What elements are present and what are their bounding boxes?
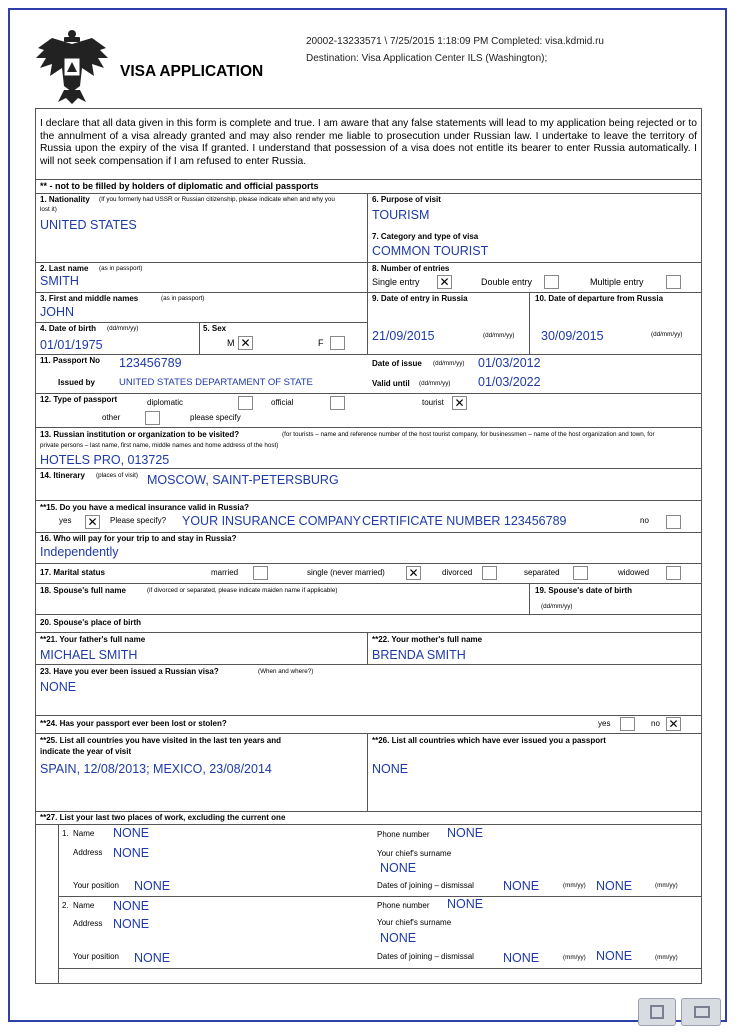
job-from-format: (mm/yy) [563, 954, 586, 961]
widowed-label: widowed [618, 568, 650, 577]
sex-m-label: M [227, 338, 235, 348]
sex-f-label: F [318, 338, 324, 348]
insurance-no-label: no [640, 516, 649, 525]
lost-no-label: no [651, 719, 660, 728]
sex-f-checkbox[interactable] [330, 336, 345, 350]
multiple-entry-label: Multiple entry [590, 277, 644, 287]
countries-label-2: indicate the year of visit [40, 747, 132, 756]
prev-visa-hint: (When and where?) [258, 668, 314, 675]
lost-no-checkbox[interactable]: ✕ [666, 717, 681, 731]
job-from-field[interactable]: NONE [503, 951, 540, 965]
lost-yes-label: yes [598, 719, 611, 728]
job-phone-label: Phone number [377, 830, 430, 839]
dob-field[interactable]: 01/01/1975 [40, 338, 103, 352]
single-entry-checkbox[interactable]: ✕ [437, 275, 452, 289]
entry-date-field[interactable]: 21/09/2015 [372, 329, 435, 343]
first-name-label: 3. First and middle names [40, 294, 139, 303]
job-address-label: Address [73, 848, 103, 857]
double-entry-checkbox[interactable] [544, 275, 559, 289]
issuing-label: **26. List all countries which have ever issued you a passport [372, 736, 606, 745]
job-name-label: Name [73, 829, 95, 838]
diplomatic-label: diplomatic [147, 398, 184, 407]
tourist-label: tourist [422, 398, 444, 407]
multiple-entry-checkbox[interactable] [666, 275, 681, 289]
issue-date-field[interactable]: 01/03/2012 [478, 356, 541, 370]
institution-label: 13. Russian institution or organization to be visited? [40, 430, 240, 439]
sex-m-checkbox[interactable]: ✕ [238, 336, 253, 350]
job-phone-label: Phone number [377, 901, 430, 910]
lost-yes-checkbox[interactable] [620, 717, 635, 731]
diplomatic-checkbox[interactable] [238, 396, 253, 410]
insurance-label: **15. Do you have a medical insurance valid in Russia? [40, 503, 249, 512]
job-number: 2. [62, 901, 69, 910]
category-field[interactable]: COMMON TOURIST [372, 244, 489, 258]
passport-type-label: 12. Type of passport [40, 395, 118, 404]
job-name-label: Name [73, 901, 95, 910]
declaration-text: I declare that all data given in this form is complete and true. I am aware that any false statements will lead to my application being rejected or to the annulment of a visa already granted and may also render me liable to prosecution under Russian law. I undertake to leave the territory of Russia upon the expiry of the visa If granted. I understand that possession of a visa does not entitle its bearer to enter Russia automatically. I will not seek compensation if I am refused to enter Russia. [40, 118, 697, 167]
spouse-dob-hint: (dd/mm/yy) [541, 603, 573, 610]
nationality-hint: (If you formerly had USSR or Russian citizenship, please indicate when and why you [99, 196, 335, 203]
insurance-certificate-field[interactable]: CERTIFICATE NUMBER 123456789 [362, 514, 567, 528]
father-field[interactable]: MICHAEL SMITH [40, 648, 138, 662]
issued-by-field[interactable]: UNITED STATES DEPARTAMENT OF STATE [119, 377, 313, 388]
official-label: official [271, 398, 294, 407]
job-chief-field[interactable]: NONE [380, 861, 417, 875]
please-specify-label: please specify [190, 413, 241, 422]
marital-label: 17. Marital status [40, 568, 105, 577]
job-chief-field[interactable]: NONE [380, 931, 417, 945]
married-checkbox[interactable] [253, 566, 268, 580]
spouse-name-label: 18. Spouse's full name [40, 586, 126, 595]
job-name-field[interactable]: NONE [113, 826, 150, 840]
job-phone-field[interactable]: NONE [447, 826, 484, 840]
job-name-field[interactable]: NONE [113, 899, 150, 913]
passport-no-label: 11. Passport No [40, 356, 101, 365]
job-to-field[interactable]: NONE [596, 879, 633, 893]
itinerary-label: 14. Itinerary [40, 471, 85, 480]
job-address-field[interactable]: NONE [113, 917, 150, 931]
insurance-no-checkbox[interactable] [666, 515, 681, 529]
category-label: 7. Category and type of visa [372, 232, 479, 241]
job-address-label: Address [73, 919, 103, 928]
spouse-dob-label: 19. Spouse's date of birth [535, 586, 633, 595]
institution-hint: (for tourists – name and reference number of the host tourist company, for businessmen – name of the host organization and town, for [282, 431, 655, 438]
last-name-label: 2. Last name [40, 264, 89, 273]
dob-hint: (dd/mm/yy) [107, 325, 139, 332]
diplomatic-note: ** - not to be filled by holders of diplomatic and official passports [40, 181, 319, 191]
work-label: **27. List your last two places of work, excluding the current one [40, 813, 286, 822]
other-label: other [102, 413, 121, 422]
prev-visa-label: 23. Have you ever been issued a Russian visa? [40, 667, 219, 676]
expand-icon [694, 1006, 710, 1018]
official-checkbox[interactable] [330, 396, 345, 410]
divorced-checkbox[interactable] [482, 566, 497, 580]
dob-label: 4. Date of birth [40, 324, 97, 333]
lost-passport-label: **24. Has your passport ever been lost or stolen? [40, 719, 227, 728]
zoom-fit-button[interactable] [638, 998, 676, 1026]
fit-page-icon [650, 1005, 664, 1019]
married-label: married [211, 568, 239, 577]
fullscreen-button[interactable] [681, 998, 721, 1026]
mother-field[interactable]: BRENDA SMITH [372, 648, 466, 662]
purpose-field[interactable]: TOURISM [372, 208, 430, 222]
separated-label: separated [524, 568, 560, 577]
job-from-field[interactable]: NONE [503, 879, 540, 893]
job-number: 1. [62, 829, 69, 838]
job-to-field[interactable]: NONE [596, 949, 633, 963]
single-entry-label: Single entry [372, 277, 420, 287]
spouse-pob-label: 20. Spouse's place of birth [40, 618, 142, 627]
valid-until-hint: (dd/mm/yy) [419, 380, 451, 387]
russian-emblem-icon [34, 28, 110, 106]
mother-label: **22. Your mother's full name [372, 635, 483, 644]
departure-date-format: (dd/mm/yy) [651, 331, 683, 338]
issued-by-label: Issued by [58, 378, 95, 387]
entries-label: 8. Number of entries [372, 264, 450, 273]
passport-no-field[interactable]: 123456789 [119, 356, 182, 370]
job-position-field[interactable]: NONE [134, 879, 171, 893]
spouse-name-hint: (if divorced or separated, please indicate maiden name if applicable) [147, 587, 338, 594]
first-name-field[interactable]: JOHN [40, 305, 75, 319]
payer-field[interactable]: Independently [40, 545, 119, 559]
job-chief-label: Your chief's surname [377, 918, 452, 927]
insurance-specify-label: Please specify? [110, 516, 167, 525]
itinerary-hint: (places of visit) [96, 472, 138, 479]
job-dates-label: Dates of joining – dismissal [377, 952, 474, 961]
single-label: single (never married) [307, 568, 385, 577]
job-chief-label: Your chief's surname [377, 849, 452, 858]
job-to-format: (mm/yy) [655, 954, 678, 961]
nationality-label: 1. Nationality [40, 195, 90, 204]
single-checkbox[interactable]: ✕ [406, 566, 421, 580]
job-phone-field[interactable]: NONE [447, 897, 484, 911]
nationality-field[interactable]: UNITED STATES [40, 218, 137, 232]
form-meta-line: 20002-13233571 \ 7/25/2015 1:18:09 PM Completed: visa.kdmid.ru [306, 36, 604, 47]
insurance-yes-label: yes [59, 516, 72, 525]
purpose-label: 6. Purpose of visit [372, 195, 441, 204]
issue-date-label: Date of issue [372, 359, 422, 368]
payer-label: 16. Who will pay for your trip to and stay in Russia? [40, 534, 237, 543]
father-label: **21. Your father's full name [40, 635, 146, 644]
departure-date-label: 10. Date of departure from Russia [535, 294, 664, 303]
valid-until-field[interactable]: 01/03/2022 [478, 375, 541, 389]
form-title: VISA APPLICATION [120, 63, 264, 80]
last-name-hint: (as in passport) [99, 265, 143, 272]
institution-field[interactable]: HOTELS PRO, 013725 [40, 453, 170, 467]
issuing-field[interactable]: NONE [372, 762, 409, 776]
job-position-label: Your position [73, 881, 119, 890]
insurance-yes-checkbox[interactable]: ✕ [85, 515, 100, 529]
last-name-field[interactable]: SMITH [40, 274, 79, 288]
tourist-checkbox[interactable]: ✕ [452, 396, 467, 410]
departure-date-field[interactable]: 30/09/2015 [541, 329, 604, 343]
job-address-field[interactable]: NONE [113, 846, 150, 860]
insurance-company-field[interactable]: YOUR INSURANCE COMPANY [182, 514, 361, 528]
job-to-format: (mm/yy) [655, 882, 678, 889]
destination-line: Destination: Visa Application Center ILS (Washington); [306, 53, 548, 64]
separated-checkbox[interactable] [573, 566, 588, 580]
first-name-hint: (as in passport) [161, 295, 205, 302]
job-position-field[interactable]: NONE [134, 951, 171, 965]
entry-date-format: (dd/mm/yy) [483, 332, 515, 339]
itinerary-field[interactable]: MOSCOW, SAINT-PETERSBURG [147, 473, 339, 487]
valid-until-label: Valid until [372, 379, 410, 388]
prev-visa-field[interactable]: NONE [40, 680, 77, 694]
job-position-label: Your position [73, 952, 119, 961]
entry-date-label: 9. Date of entry in Russia [372, 294, 468, 303]
other-checkbox[interactable] [145, 411, 160, 425]
sex-label: 5. Sex [203, 324, 227, 333]
issue-date-hint: (dd/mm/yy) [433, 360, 465, 367]
countries-field[interactable]: SPAIN, 12/08/2013; MEXICO, 23/08/2014 [40, 762, 272, 776]
institution-hint-2: private persons – last name, first name, middle names and home address of the host) [40, 442, 279, 449]
countries-label: **25. List all countries you have visited in the last ten years and [40, 736, 281, 745]
job-dates-label: Dates of joining – dismissal [377, 881, 474, 890]
divorced-label: divorced [442, 568, 473, 577]
widowed-checkbox[interactable] [666, 566, 681, 580]
job-from-format: (mm/yy) [563, 882, 586, 889]
nationality-hint-2: lost it) [40, 206, 57, 213]
double-entry-label: Double entry [481, 277, 533, 287]
